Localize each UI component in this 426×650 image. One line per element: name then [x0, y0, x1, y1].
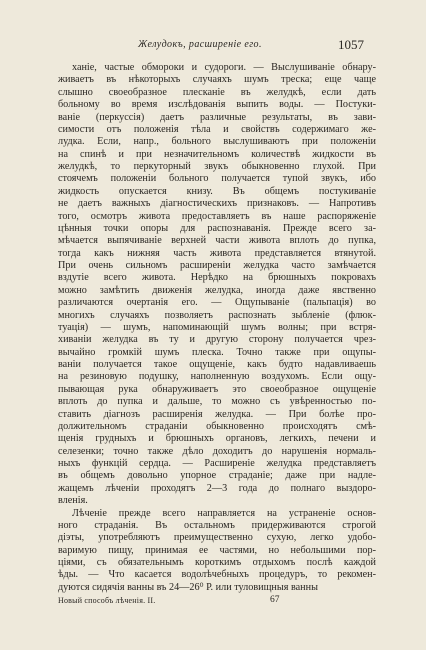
text-line: селезенки; точно также дѣло доходитъ до нарушенія нормаль- [58, 445, 376, 457]
text-line: варимую пищу, принимая ее частями, но небольшими пор- [58, 544, 376, 556]
text-line: туація) — шумъ, напоминающій шумъ волны; при встря- [58, 321, 376, 333]
text-line: стоячемъ положеніи больного получается тупой звукъ, ибо [58, 173, 376, 185]
paragraph [58, 62, 376, 508]
text-line: въ общемъ довольно упорное страданіе; даже при надле- [58, 470, 376, 482]
text-line: цѣнныя точки опоры для распознаванія. Прежде всего за- [58, 222, 376, 234]
text-line: того, осмотръ живота предоставляетъ въ наше распоряженіе [58, 210, 376, 222]
text-line: живаетъ въ нѣкоторыхъ случаяхъ шумъ треска; еще чаще [58, 74, 376, 86]
text-line: При очень сильномъ расширеніи желудка часто замѣчается [58, 260, 376, 271]
text-line: ціями, съ обязательнымъ короткимъ отдыхомъ послѣ каждой [58, 557, 376, 568]
text-line: различаются очертанія его. — Ощупываніе (пальпація) во [58, 297, 376, 309]
text-line: вздутіе всего живота. Нерѣдко на брюшныхъ покровахъ [58, 272, 376, 284]
page-footer [0, 596, 426, 610]
text-line: симости отъ положенія тѣла и свойствъ содержимаго же- [58, 123, 376, 135]
text-line: желудкѣ, то перкуторный звукъ обыкновенно глухой. При [58, 161, 376, 172]
footer-book-title: Новый способъ лѣченія. II. [58, 596, 156, 605]
page-header [0, 37, 426, 57]
text-line: можно замѣтить движенія желудка, иногда даже явственно [58, 284, 376, 296]
text-line: жащемъ лѣченіи проходятъ 2—3 года до полнаго выздоро- [58, 482, 376, 494]
text-line: ваніи получается такое ощущеніе, какъ будто надавливаешь [58, 359, 376, 370]
running-title: Желудокъ, расширеніе его. [138, 39, 262, 50]
text-line: ханіе, частые обмороки и судороги. — Выслушиваніе обнару- [72, 62, 376, 73]
text-line: хиваніи желудка въ ту и другую сторону получается чрез- [58, 334, 376, 346]
text-line: ного страданія. Въ остальномъ придерживаются строгой [58, 519, 376, 531]
text-line: діэты, употребляютъ преимущественно сухую, легко удобо- [58, 532, 376, 544]
text-line: на резиновую подушку, наполненную воздухомъ. Если ощу- [58, 371, 376, 383]
page-number: 1057 [338, 37, 364, 52]
body-text [58, 62, 376, 594]
text-line: должительномъ страданіи обыкновенно происходятъ смѣ- [58, 420, 376, 432]
printer-signature: 67 [270, 595, 280, 605]
paragraph [58, 508, 376, 595]
text-line: на спинѣ и при незначительномъ количествѣ жидкости въ [58, 148, 376, 160]
text-line: Лѣченіе прежде всего направляется на устраненіе основ- [72, 507, 376, 519]
text-line: многихъ случаяхъ позволяетъ распознать зыбленіе (флюк- [58, 309, 376, 321]
text-line: лудка. Если, напр., больного выслушиваютъ при положеніи [58, 136, 376, 148]
text-line: больному во время изслѣдованія выпить воды. — Постуки- [58, 99, 376, 111]
text-line: ваніе (перкуссія) даетъ различные результаты, въ зави- [58, 111, 376, 123]
text-line: мѣчается выпячиваніе верхней части живота вплоть до пупка, [58, 235, 376, 247]
text-line: вленія. [58, 495, 88, 507]
text-line: щенія грудныхъ и брюшныхъ органовъ, легкихъ, печени и [58, 433, 376, 445]
text-line: жидкость опускается книзу. Въ общемъ постукиваніе [58, 185, 376, 197]
text-line: не даетъ важныхъ діагностическихъ признаковъ. — Напротивъ [58, 198, 376, 210]
text-line: пывающая рука обнаруживаетъ это своеобразное ощущеніе [58, 383, 376, 395]
text-line: ставить діагнозъ расширенія желудка. — При болѣе про- [58, 408, 376, 420]
text-line: слышно своеобразное плесканіе въ желудкѣ, если дать [58, 86, 376, 98]
text-line: ныхъ функцій сердца. — Расширеніе желудка представляетъ [58, 458, 376, 469]
text-line: вплоть до пупка и дальше, то можно съ увѣренностью по- [58, 396, 376, 408]
text-line: дуются сидячія ванны въ 24—26⁰ Р. или туловищныя ванны [58, 581, 318, 593]
text-line: тогда какъ нижняя часть живота представляется втянутой. [58, 247, 376, 259]
text-line: ѣды. — Что касается водолѣчебныхъ процедуръ, то рекомен- [58, 569, 376, 581]
text-line: вычайно громкій шумъ плеска. Точно также при ощупы- [58, 346, 376, 358]
